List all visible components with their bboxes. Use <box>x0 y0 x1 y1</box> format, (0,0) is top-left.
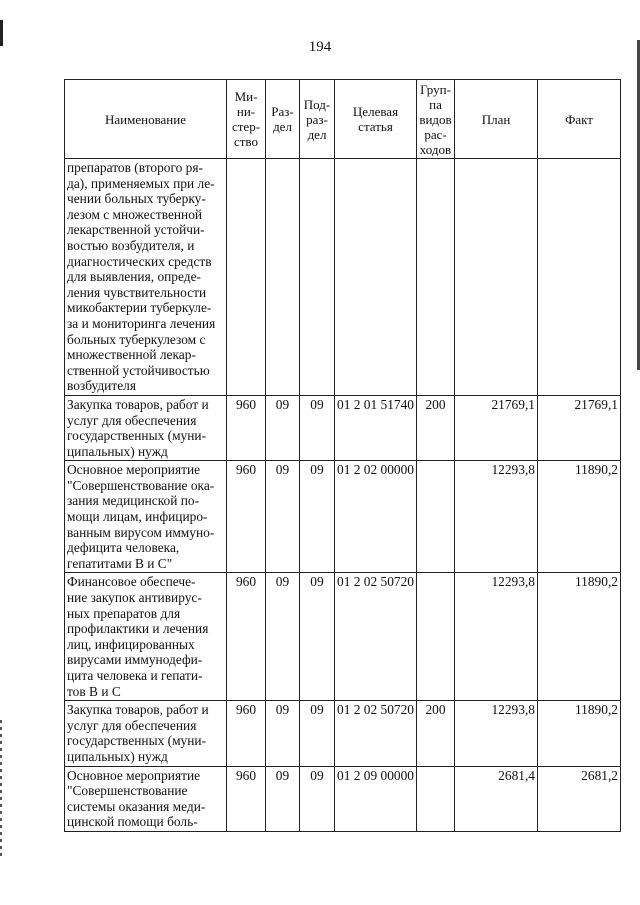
cell-plan: 2681,4 <box>455 766 538 831</box>
header-ministry: Ми- ни- стер- ство <box>227 80 266 159</box>
cell-section: 09 <box>266 395 300 460</box>
cell-subsection: 09 <box>300 701 335 766</box>
scan-edge-mark <box>0 720 2 860</box>
cell-expense-group: 200 <box>417 395 455 460</box>
cell-name: Закупка товаров, работ и услуг для обеспечения государственных (муни- ципальных) нужд <box>65 701 227 766</box>
cell-name: Закупка товаров, работ и услуг для обеспечения государственных (муни- ципальных) нужд <box>65 395 227 460</box>
cell-expense-group <box>417 573 455 701</box>
cell-expense-group <box>417 461 455 573</box>
cell-section: 09 <box>266 573 300 701</box>
header-plan: План <box>455 80 538 159</box>
cell-name: Основное мероприятие "Совершенствование ока- зания медицинской по- мощи лицам, инфициро- ванным вирусом иммуно- дефицита человека, гепатитами В и С" <box>65 461 227 573</box>
cell-subsection <box>300 159 335 396</box>
page-number: 194 <box>308 39 332 55</box>
header-subsection: Под- раз- дел <box>300 80 335 159</box>
cell-target-article: 01 2 01 51740 <box>335 395 417 460</box>
table-row <box>65 461 621 573</box>
cell-target-article: 01 2 09 00000 <box>335 766 417 831</box>
cell-fact <box>538 159 621 396</box>
budget-table <box>64 79 621 832</box>
cell-ministry: 960 <box>227 766 266 831</box>
cell-target-article: 01 2 02 50720 <box>335 573 417 701</box>
header-expense-group: Груп- па видов рас- ходов <box>417 80 455 159</box>
cell-plan <box>455 159 538 396</box>
cell-expense-group: 200 <box>417 701 455 766</box>
cell-name: Финансовое обеспече- ние закупок антивирус- ных препаратов для профилактики и лечения лиц, инфицированных вирусами иммунодефи- цита человека и гепати- тов В и С <box>65 573 227 701</box>
cell-subsection: 09 <box>300 461 335 573</box>
table-row <box>65 395 621 460</box>
cell-fact: 2681,2 <box>538 766 621 831</box>
cell-target-article: 01 2 02 00000 <box>335 461 417 573</box>
cell-ministry: 960 <box>227 573 266 701</box>
cell-plan: 12293,8 <box>455 461 538 573</box>
cell-subsection: 09 <box>300 573 335 701</box>
header-target-article: Целевая статья <box>335 80 417 159</box>
cell-fact: 11890,2 <box>538 701 621 766</box>
cell-target-article <box>335 159 417 396</box>
table-row <box>65 159 621 396</box>
cell-fact: 11890,2 <box>538 461 621 573</box>
cell-subsection: 09 <box>300 395 335 460</box>
cell-section: 09 <box>266 701 300 766</box>
table-row <box>65 766 621 831</box>
cell-section: 09 <box>266 461 300 573</box>
cell-section: 09 <box>266 766 300 831</box>
cell-expense-group <box>417 159 455 396</box>
cell-ministry: 960 <box>227 461 266 573</box>
cell-plan: 12293,8 <box>455 701 538 766</box>
cell-name: Основное мероприятие "Совершенствование системы оказания меди- цинской помощи боль- <box>65 766 227 831</box>
cell-section <box>266 159 300 396</box>
cell-fact: 21769,1 <box>538 395 621 460</box>
cell-ministry: 960 <box>227 701 266 766</box>
cell-ministry: 960 <box>227 395 266 460</box>
cell-plan: 21769,1 <box>455 395 538 460</box>
cell-fact: 11890,2 <box>538 573 621 701</box>
cell-ministry <box>227 159 266 396</box>
table-body <box>65 159 621 832</box>
cell-name: препаратов (второго ря- да), применяемых при ле- чении больных туберку- лезом с множественной лекарственной устойчи- востью возбудителя, и диагностических средств для выявления, опреде- ления чувствительности микобактерии туберкуле- за и мониторинга лечения больных туберкулезом с множественной лекар- ственной устойчивостью возбудителя <box>65 159 227 396</box>
header-name: Наименование <box>65 80 227 159</box>
cell-target-article: 01 2 02 50720 <box>335 701 417 766</box>
header-fact: Факт <box>538 80 621 159</box>
table-header-row <box>65 80 621 159</box>
cell-plan: 12293,8 <box>455 573 538 701</box>
table-row <box>65 573 621 701</box>
header-section: Раз- дел <box>266 80 300 159</box>
cell-subsection: 09 <box>300 766 335 831</box>
table-row <box>65 701 621 766</box>
cell-expense-group <box>417 766 455 831</box>
